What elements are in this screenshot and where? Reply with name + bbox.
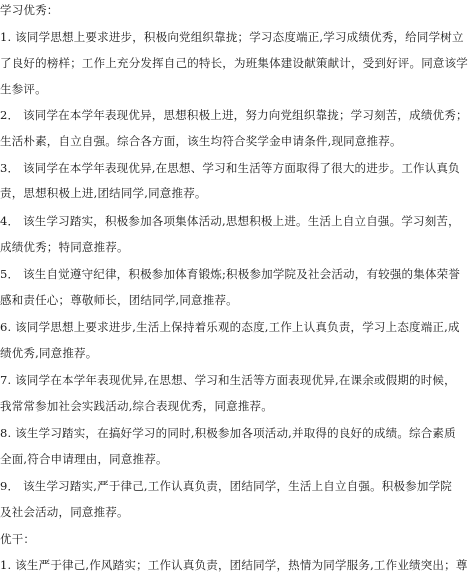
paragraph-line: 绩优秀,同意推荐。 xyxy=(0,346,98,360)
paragraph-line: 6. 该同学思想上要求进步,生活上保持着乐观的态度,工作上认真负责，学习上态度端正,成 xyxy=(0,320,460,334)
paragraph-line: 全面,符合申请理由，同意推荐。 xyxy=(0,452,168,466)
paragraph-line: 5． 该生自觉遵守纪律，积极参加体育锻炼;积极参加学院及社会活动，有较强的集体荣誉 xyxy=(0,267,461,281)
paragraph-line: 了良好的榜样；工作上充分发挥自己的特长，为班集体建设献策献计，受到好评。同意该学 xyxy=(0,56,468,70)
paragraph-line: 感和责任心；尊敬师长，团结同学,同意推荐。 xyxy=(0,293,238,307)
paragraph-line: 及社会活动，同意推荐。 xyxy=(0,505,129,519)
paragraph-line: 1. 该生严于律己,作风踏实；工作认真负责，团结同学，热情为同学服务,工作业绩突出；尊 xyxy=(0,558,468,572)
section-heading-study: 学习优秀： xyxy=(0,3,59,17)
section-heading-cadre: 优干： xyxy=(0,532,36,546)
paragraph-line: 我常常参加社会实践活动,综合表现优秀，同意推荐。 xyxy=(0,399,273,413)
paragraph-line: 责，思想积极上进,团结同学,同意推荐。 xyxy=(0,186,207,200)
paragraph-line: 9． 该生学习踏实,严于律己,工作认真负责，团结同学，生活上自立自强。积极参加学院 xyxy=(0,479,452,493)
paragraph-line: 1. 该同学思想上要求进步，积极向党组织靠拢；学习态度端正,学习成绩优秀，给同学树立 xyxy=(0,30,464,44)
paragraph-line: 8. 该生学习踏实，在搞好学习的同时,积极参加各项活动,并取得的良好的成绩。综合素质 xyxy=(0,426,456,440)
paragraph-line: 生活朴素，自立自强。综合各方面，该生均符合奖学金申请条件,现同意推荐。 xyxy=(0,134,402,148)
paragraph-line: 7. 该同学在本学年表现优异,在思想、学习和生活等方面表现优异,在课余或假期的时候， xyxy=(0,373,456,387)
paragraph-line: 4． 该生学习踏实，积极参加各项集体活动,思想积极上进。生活上自立自强。学习刻苦， xyxy=(0,214,460,228)
paragraph-line: 2． 该同学在本学年表现优异，思想积极上进，努力向党组织靠拢；学习刻苦，成绩优秀； xyxy=(0,108,468,122)
paragraph-line: 3． 该同学在本学年表现优异,在思想、学习和生活等方面取得了很大的进步。工作认真负 xyxy=(0,161,460,175)
paragraph-line: 生参评。 xyxy=(0,82,47,96)
paragraph-line: 成绩优秀；特同意推荐。 xyxy=(0,240,129,254)
